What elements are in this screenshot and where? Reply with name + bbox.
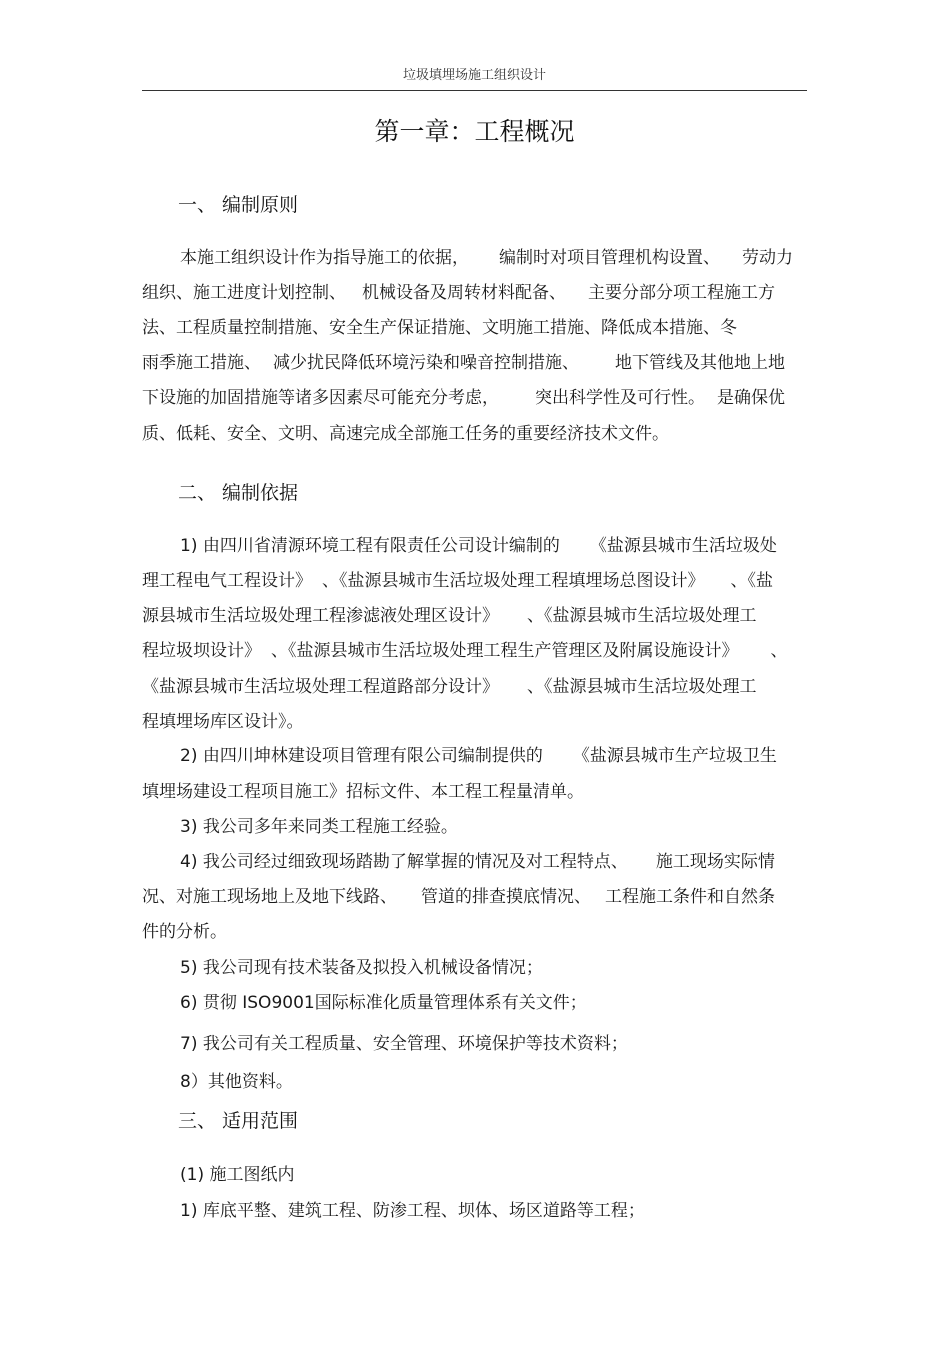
paragraph-line: (1) 施工图纸内	[180, 1165, 295, 1185]
paragraph-line: 2) 由四川坤林建设项目管理有限公司编制提供的 《盐源县城市生产垃圾卫生	[180, 746, 777, 766]
paragraph-line: 程垃圾坝设计》 、《盐源县城市生活垃圾处理工程生产管理区及附属设施设计》 、	[142, 641, 788, 661]
paragraph-line: 程填埋场库区设计》。	[142, 712, 304, 732]
paragraph-line: 本施工组织设计作为指导施工的依据， 编制时对项目管理机构设置、 劳动力	[180, 248, 793, 268]
header-divider	[142, 90, 807, 91]
page-header: 垃圾填埋场施工组织设计	[402, 68, 546, 83]
paragraph-line: 质、低耗、安全、文明、高速完成全部施工任务的重要经济技术文件。	[142, 424, 669, 444]
paragraph-line: 况、对施工现场地上及地下线路、 管道的排查摸底情况、 工程施工条件和自然条	[142, 887, 775, 907]
section-heading-3: 三、 适用范围	[178, 1110, 299, 1132]
paragraph-line: 7) 我公司有关工程质量、安全管理、环境保护等技术资料；	[180, 1034, 628, 1054]
paragraph-line: 雨季施工措施、 减少扰民降低环境污染和噪音控制措施、 地下管线及其他地上地	[142, 353, 785, 373]
paragraph-line: 6) 贯彻 ISO9001国际标准化质量管理体系有关文件；	[180, 993, 587, 1013]
paragraph-line: 理工程电气工程设计》 、《盐源县城市生活垃圾处理工程填埋场总图设计》 、《盐	[142, 571, 773, 591]
paragraph-line: 4) 我公司经过细致现场踏勘了解掌握的情况及对工程特点、 施工现场实际情	[180, 852, 775, 872]
paragraph-line: 3) 我公司多年来同类工程施工经验。	[180, 817, 458, 837]
paragraph-line: 1) 由四川省清源环境工程有限责任公司设计编制的 《盐源县城市生活垃圾处	[180, 536, 777, 556]
paragraph-line: 8）其他资料。	[180, 1072, 293, 1092]
paragraph-line: 件的分析。	[142, 922, 227, 942]
paragraph-line: 填埋场建设工程项目施工》招标文件、本工程工程量清单。	[142, 782, 584, 802]
paragraph-line: 下设施的加固措施等诸多因素尽可能充分考虑， 突出科学性及可行性。 是确保优	[142, 388, 785, 408]
paragraph-line: 5) 我公司现有技术装备及拟投入机械设备情况；	[180, 958, 543, 978]
paragraph-line: 1) 库底平整、建筑工程、防渗工程、坝体、场区道路等工程；	[180, 1201, 645, 1221]
chapter-title: 第一章：工程概况	[374, 117, 575, 146]
paragraph-line: 法、工程质量控制措施、安全生产保证措施、文明施工措施、降低成本措施、冬	[142, 318, 737, 338]
paragraph-line: 组织、施工进度计划控制、 机械设备及周转材料配备、 主要分部分项工程施工方	[142, 283, 775, 303]
section-heading-2: 二、 编制依据	[178, 482, 299, 504]
section-heading-1: 一、 编制原则	[178, 194, 299, 216]
paragraph-line: 源县城市生活垃圾处理工程渗滤液处理区设计》 、《盐源县城市生活垃圾处理工	[142, 606, 757, 626]
paragraph-line: 《盐源县城市生活垃圾处理工程道路部分设计》 、《盐源县城市生活垃圾处理工	[142, 677, 757, 697]
